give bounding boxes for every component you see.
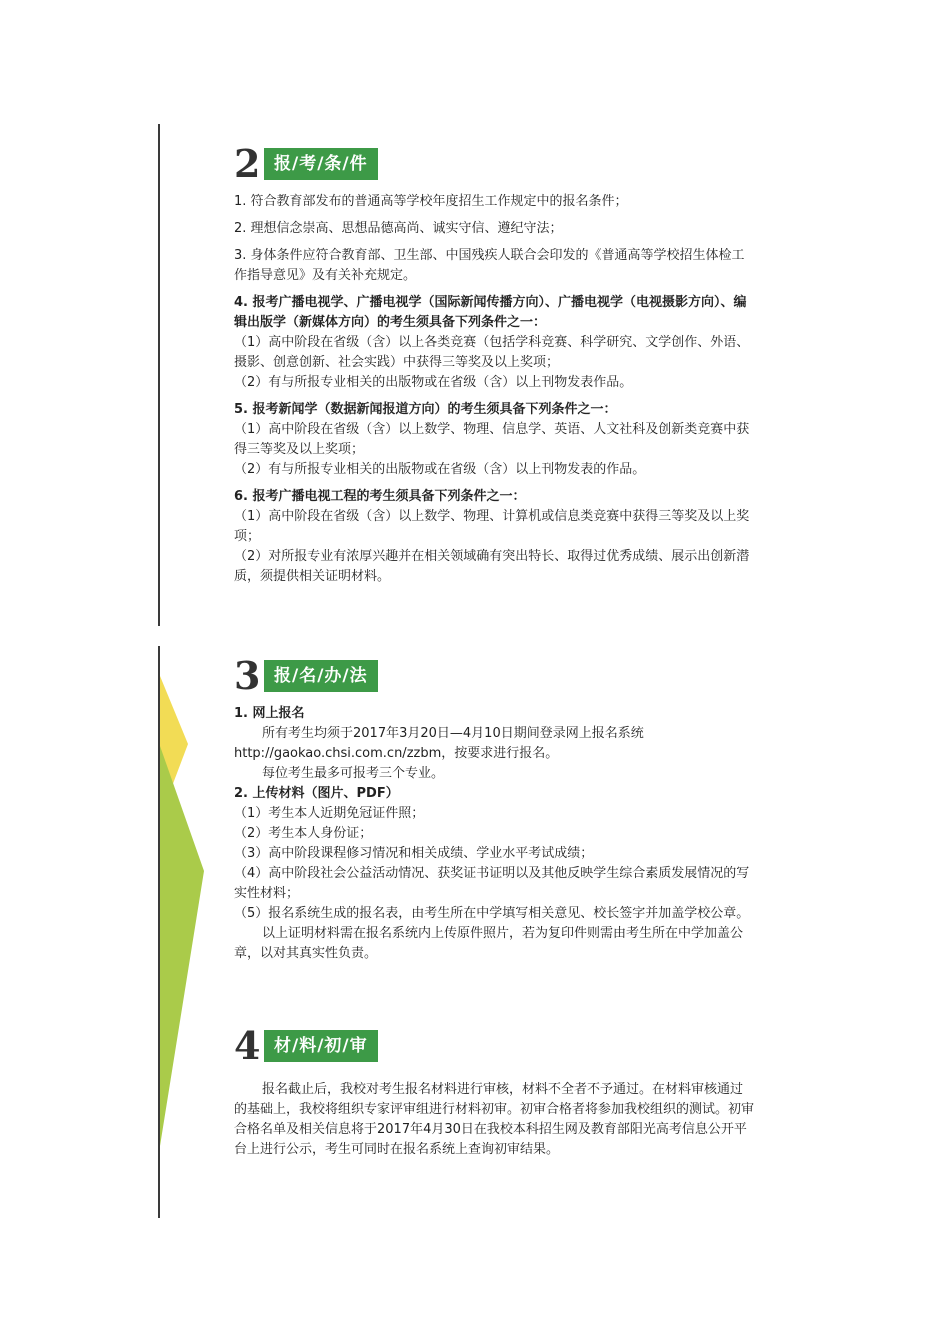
decorative-triangles [160, 676, 204, 1146]
upload-note: 以上证明材料需在报名系统内上传原件照片，若为复印件则需由考生所在中学加盖公章，以对其真实性负责。 [234, 926, 744, 961]
section-number: 2 [234, 141, 261, 186]
section-initial-review [234, 1023, 755, 1160]
upload-materials-title: 2. 上传材料（图片、PDF） [234, 786, 399, 801]
section-registration [234, 653, 754, 964]
section-heading [234, 653, 754, 698]
section-title: 报/名/办/法 [264, 660, 378, 692]
online-registration-note: 每位考生最多可报考三个专业。 [262, 766, 445, 781]
requirement-subitem: （1）高中阶段在省级（含）以上数学、物理、计算机或信息类竞赛中获得三等奖及以上奖项； [234, 509, 750, 544]
requirement-subitem: （2）对所报专业有浓厚兴趣并在相关领域确有突出特长、取得过优秀成绩、展示出创新潜质，须提供相关证明材料。 [234, 549, 750, 584]
upload-item: （4）高中阶段社会公益活动情况、获奖证书证明以及其他反映学生综合素质发展情况的写实性材料； [234, 866, 750, 901]
section-heading [234, 1023, 754, 1068]
section-requirements [234, 141, 754, 587]
requirement-subitem: （2）有与所报专业相关的出版物或在省级（含）以上刊物发表的作品。 [234, 462, 646, 477]
upload-item: （5）报名系统生成的报名表，由考生所在中学填写相关意见、校长签字并加盖学校公章。 [234, 906, 750, 921]
section-title: 材/料/初/审 [264, 1030, 378, 1062]
requirement-item: 2. 理想信念崇高、思想品德高尚、诚实守信、遵纪守法； [234, 221, 563, 236]
section-number: 4 [234, 1023, 261, 1068]
section-number: 3 [234, 653, 261, 698]
requirement-subitem: （1）高中阶段在省级（含）以上数学、物理、信息学、英语、人文社科及创新类竞赛中获得三等奖及以上奖项； [234, 422, 750, 457]
section-title: 报/考/条/件 [264, 148, 378, 180]
requirement-item-title: 6. 报考广播电视工程的考生须具备下列条件之一： [234, 489, 526, 504]
upload-item: （3）高中阶段课程修习情况和相关成绩、学业水平考试成绩； [234, 846, 594, 861]
online-registration-title: 1. 网上报名 [234, 706, 305, 721]
requirement-item: 3. 身体条件应符合教育部、卫生部、中国残疾人联合会印发的《普通高等学校招生体检工作指导意见》及有关补充规定。 [234, 248, 745, 283]
initial-review-text: 报名截止后，我校对考生报名材料进行审核，材料不全者不予通过。在材料审核通过的基础上，我校将组织专家评审组进行材料初审。初审合格者将参加我校组织的测试。初审合格名单及相关信息将于2017年4月30日在我校本科招生网及教育部阳光高考信息公开平台上进行公示，考生可同时在报名系统上查询初审结果。 [234, 1082, 755, 1157]
left-divider-top [158, 124, 160, 626]
requirement-subitem: （1）高中阶段在省级（含）以上各类竞赛（包括学科竞赛、科学研究、文学创作、外语、摄影、创意创新、社会实践）中获得三等奖及以上奖项； [234, 335, 750, 370]
section-heading [234, 141, 754, 186]
upload-item: （2）考生本人身份证； [234, 826, 373, 841]
requirement-item-title: 5. 报考新闻学（数据新闻报道方向）的考生须具备下列条件之一： [234, 402, 617, 417]
requirement-subitem: （2）有与所报专业相关的出版物或在省级（含）以上刊物发表作品。 [234, 375, 633, 390]
upload-item: （1）考生本人近期免冠证件照； [234, 806, 425, 821]
requirement-item-title: 4. 报考广播电视学、广播电视学（国际新闻传播方向）、广播电视学（电视摄影方向）、编辑出版学（新媒体方向）的考生须具备下列条件之一： [234, 295, 747, 330]
requirement-item: 1. 符合教育部发布的普通高等学校年度招生工作规定中的报名条件； [234, 194, 628, 209]
online-registration-text: 所有考生均须于2017年3月20日—4月10日期间登录网上报名系统http://gaokao.chsi.com.cn/zzbm，按要求进行报名。 [234, 726, 644, 761]
